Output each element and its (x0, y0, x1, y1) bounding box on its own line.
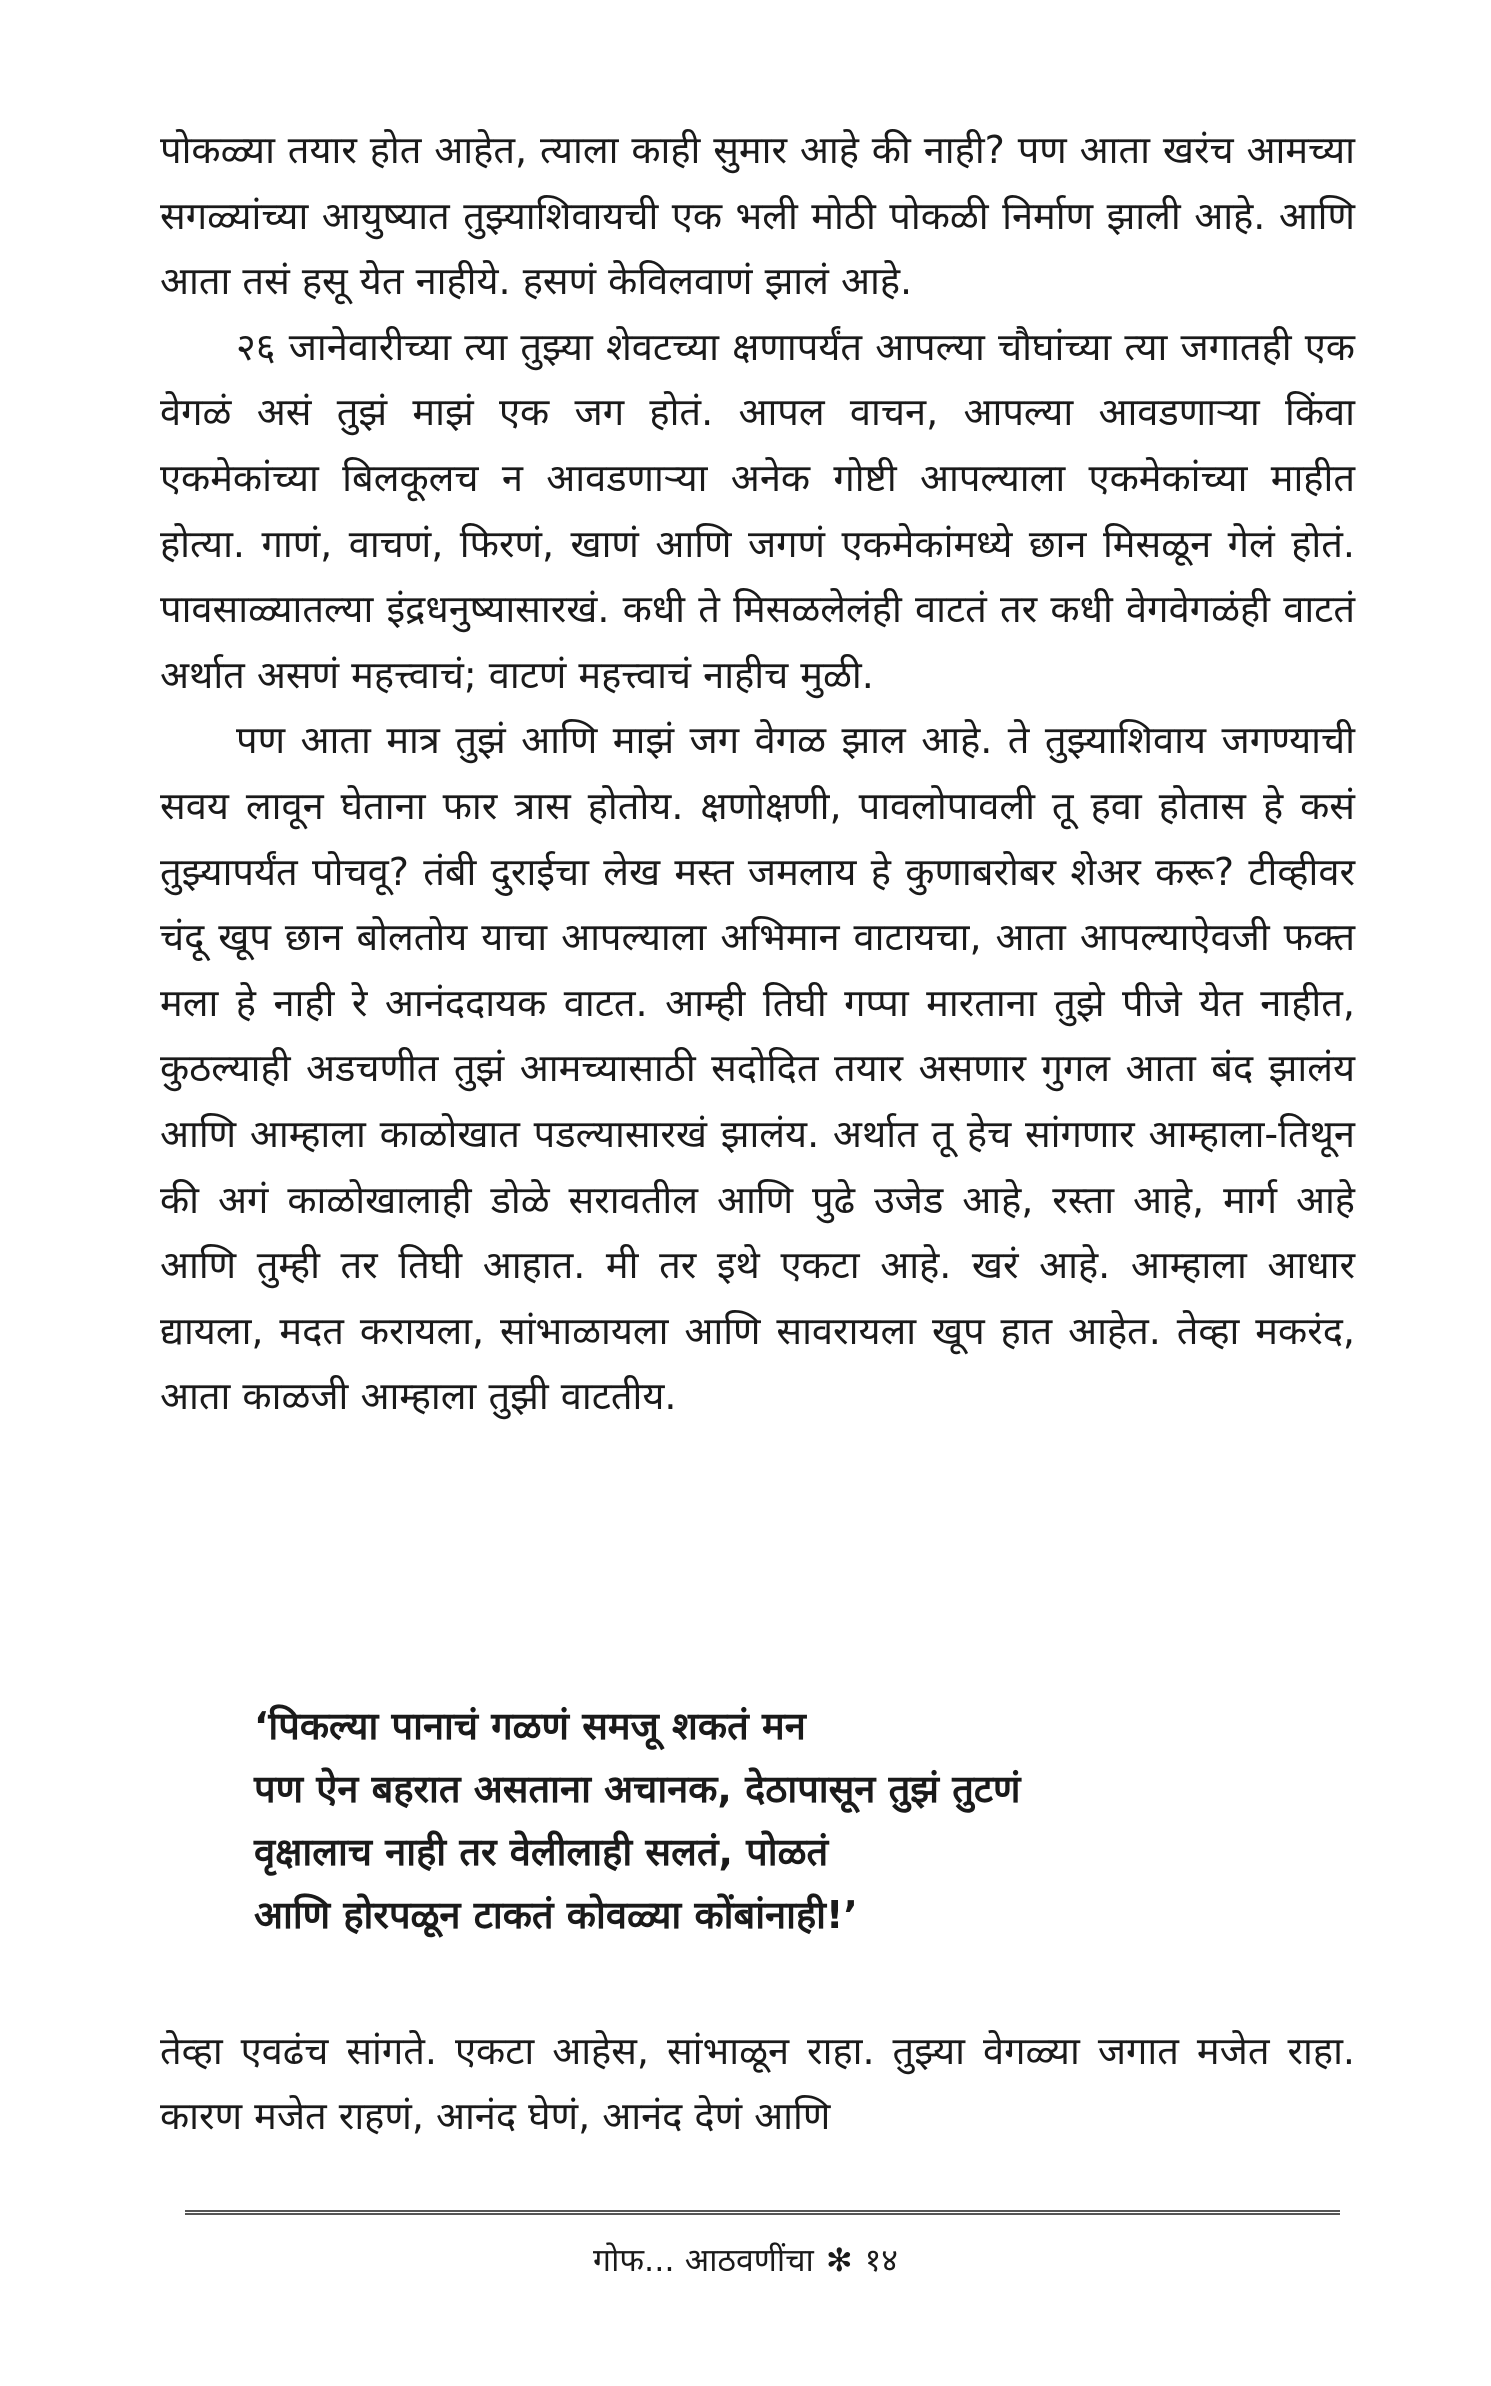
poem-line-4: आणि होरपळून टाकतं कोवळ्या कोंबांनाही!’ (254, 1893, 858, 1937)
paragraph-3: पण आता मात्र तुझं आणि माझं जग वेगळ झाल आहे. ते तुझ्याशिवाय जगण्याची सवय लावून घेताना फार त्रास होतोय. क्षणोक्षणी, पावलोपावली तू हवा होतास हे कसं तुझ्यापर्यंत पोचवू? तंबी दुराईचा लेख मस्त जमलाय हे कुणाबरोबर शेअर करू? टीव्हीवर चंदू खूप छान बोलतोय याचा आपल्याला अभिमान वाटायचा, आता आपल्याऐवजी फक्त मला हे नाही रे आनंददायक वाटत. आम्ही तिघी गप्पा मारताना तुझे पीजे येत नाहीत, कुठल्याही अडचणीत तुझं आमच्यासाठी सदोदित तयार असणार गुगल आता बंद झालंय आणि आम्हाला काळोखात पडल्यासारखं झालंय. अर्थात तू हेच सांगणार आम्हाला-तिथून की अगं काळोखालाही डोळे सरावतील आणि पुढे उजेड आहे, रस्ता आहे, मार्ग आहे आणि तुम्ही तर तिघी आहात. मी तर इथे एकटा आहे. खरं आहे. आम्हाला आधार द्यायला, मदत करायला, सांभाळायला आणि सावरायला खूप हात आहेत. तेव्हा मकरंद, आता काळजी आम्हाला तुझी वाटतीय. (160, 718, 1356, 1419)
book-title: गोफ... आठवणींचा (593, 2241, 814, 2279)
poem-line-2: पण ऐन बहरात असताना अचानक, देठापासून तुझं तुटणं (254, 1767, 1021, 1811)
poem-line-3: वृक्षालाच नाही तर वेलीलाही सलतं, पोळतं (254, 1830, 829, 1874)
footer-rule (185, 2210, 1340, 2215)
page-number: १४ (864, 2241, 898, 2279)
page-footer (0, 2240, 1491, 2280)
paragraph-2: २६ जानेवारीच्या त्या तुझ्या शेवटच्या क्षणापर्यंत आपल्या चौघांच्या त्या जगातही एक वेगळं असं तुझं माझं एक जग होतं. आपल वाचन, आपल्या आवडणाऱ्या किंवा एकमेकांच्या बिलकूलच न आवडणाऱ्या अनेक गोष्टी आपल्याला एकमेकांच्या माहीत होत्या. गाणं, वाचणं, फिरणं, खाणं आणि जगणं एकमेकांमध्ये छान मिसळून गेलं होतं. पावसाळ्यातल्या इंद्रधनुष्यासारखं. कधी ते मिसळलेलंही वाटतं तर कधी वेगवेगळंही वाटतं अर्थात असणं महत्त्वाचं; वाटणं महत्त्वाचं नाहीच मुळी. (160, 324, 1355, 697)
closing-paragraph: तेव्हा एवढंच सांगते. एकटा आहेस, सांभाळून राहा. तुझ्या वेगळ्या जगात मजेत राहा. कारण मजेत राहणं, आनंद घेणं, आनंद देणं आणि (160, 2029, 1355, 2138)
body-text (160, 118, 1355, 1430)
poem-line-1: ‘पिकल्या पानाचं गळणं समजू शकतं मन (254, 1704, 806, 1748)
poem-block (254, 1695, 1354, 1947)
paragraph-1: पोकळ्या तयार होत आहेत, त्याला काही सुमार आहे की नाही? पण आता खरंच आमच्या सगळ्यांच्या आयुष्यात तुझ्याशिवायची एक भली मोठी पोकळी निर्माण झाली आहे. आणि आता तसं हसू येत नाहीये. हसणं केविलवाणं झालं आहे. (160, 128, 1355, 304)
asterisk-separator-icon: ✻ (825, 2241, 853, 2279)
